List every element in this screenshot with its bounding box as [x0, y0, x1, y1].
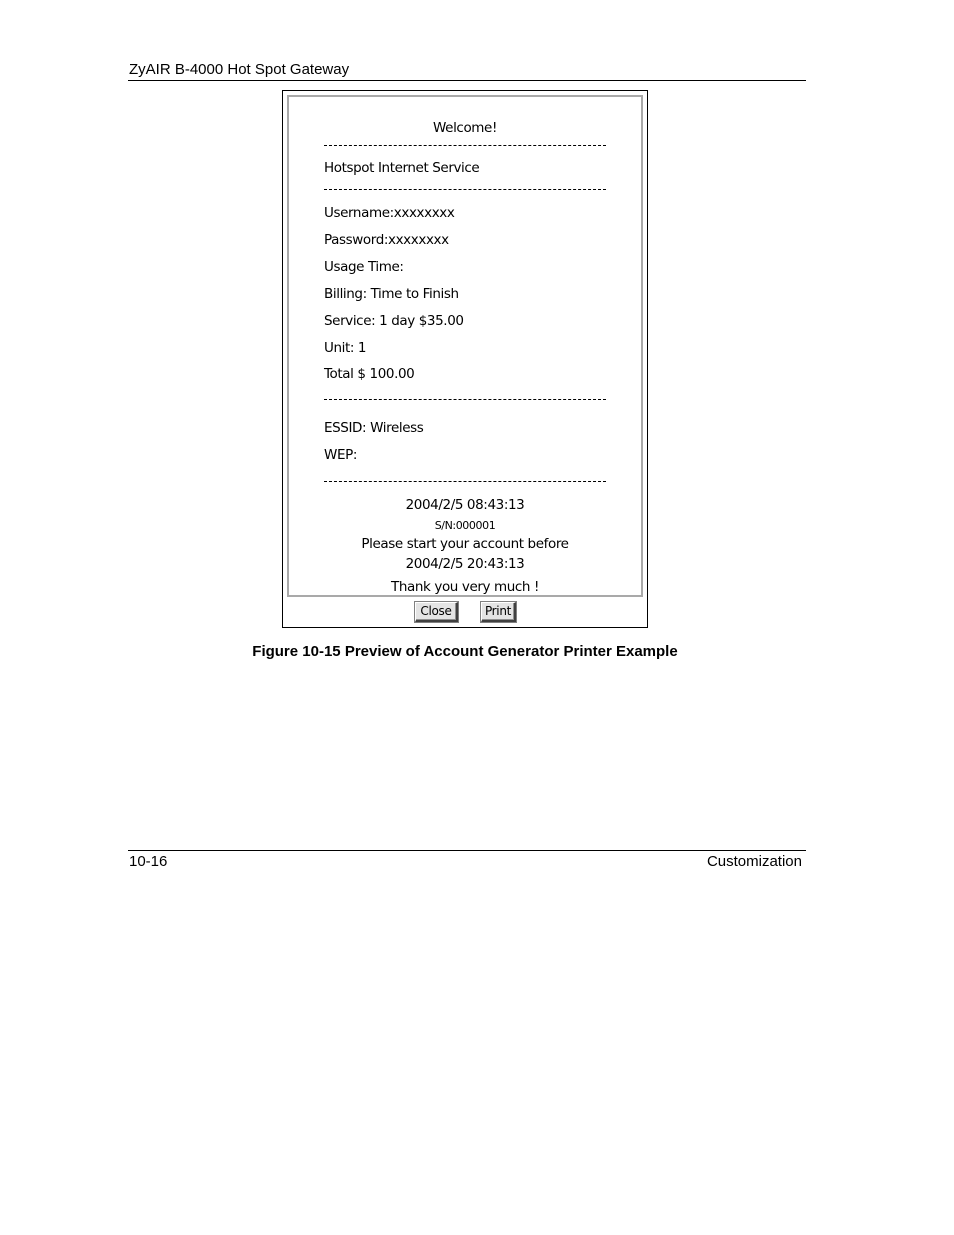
- receipt-start-deadline: 2004/2/5 20:43:13: [405, 556, 525, 572]
- header-divider: [128, 80, 806, 81]
- receipt-essid: ESSID: Wireless: [324, 420, 424, 436]
- footer-divider: [128, 850, 806, 851]
- receipt-total: Total $ 100.00: [324, 366, 415, 382]
- print-button[interactable]: Print: [481, 602, 516, 622]
- receipt-service: Service: 1 day $35.00: [324, 313, 464, 329]
- receipt-start-notice: Please start your account before: [361, 536, 569, 552]
- receipt-serial-number: S/N:000001: [434, 519, 496, 532]
- receipt-service-name: Hotspot Internet Service: [324, 160, 480, 176]
- figure-caption: Figure 10-15 Preview of Account Generator Printer Example: [252, 643, 678, 660]
- receipt-divider: [324, 189, 606, 190]
- receipt-welcome: Welcome!: [433, 120, 497, 136]
- receipt-username: Username:xxxxxxxx: [324, 205, 455, 221]
- receipt-thanks: Thank you very much !: [391, 579, 539, 595]
- close-button[interactable]: Close: [415, 602, 458, 622]
- receipt-divider: [324, 481, 606, 482]
- receipt-preview: [287, 95, 643, 597]
- receipt-timestamp: 2004/2/5 08:43:13: [405, 497, 525, 513]
- receipt-divider: [324, 399, 606, 400]
- receipt-billing: Billing: Time to Finish: [324, 286, 459, 302]
- printer-preview-window: [282, 90, 648, 628]
- receipt-usage-time: Usage Time:: [324, 259, 404, 275]
- receipt-wep: WEP:: [324, 447, 357, 463]
- receipt-divider: [324, 145, 606, 146]
- receipt-unit: Unit: 1: [324, 340, 367, 356]
- page-header-title: ZyAIR B-4000 Hot Spot Gateway: [129, 61, 350, 78]
- page-number: 10-16: [129, 853, 168, 870]
- receipt-password: Password:xxxxxxxx: [324, 232, 449, 248]
- footer-section-title: Customization: [706, 853, 802, 870]
